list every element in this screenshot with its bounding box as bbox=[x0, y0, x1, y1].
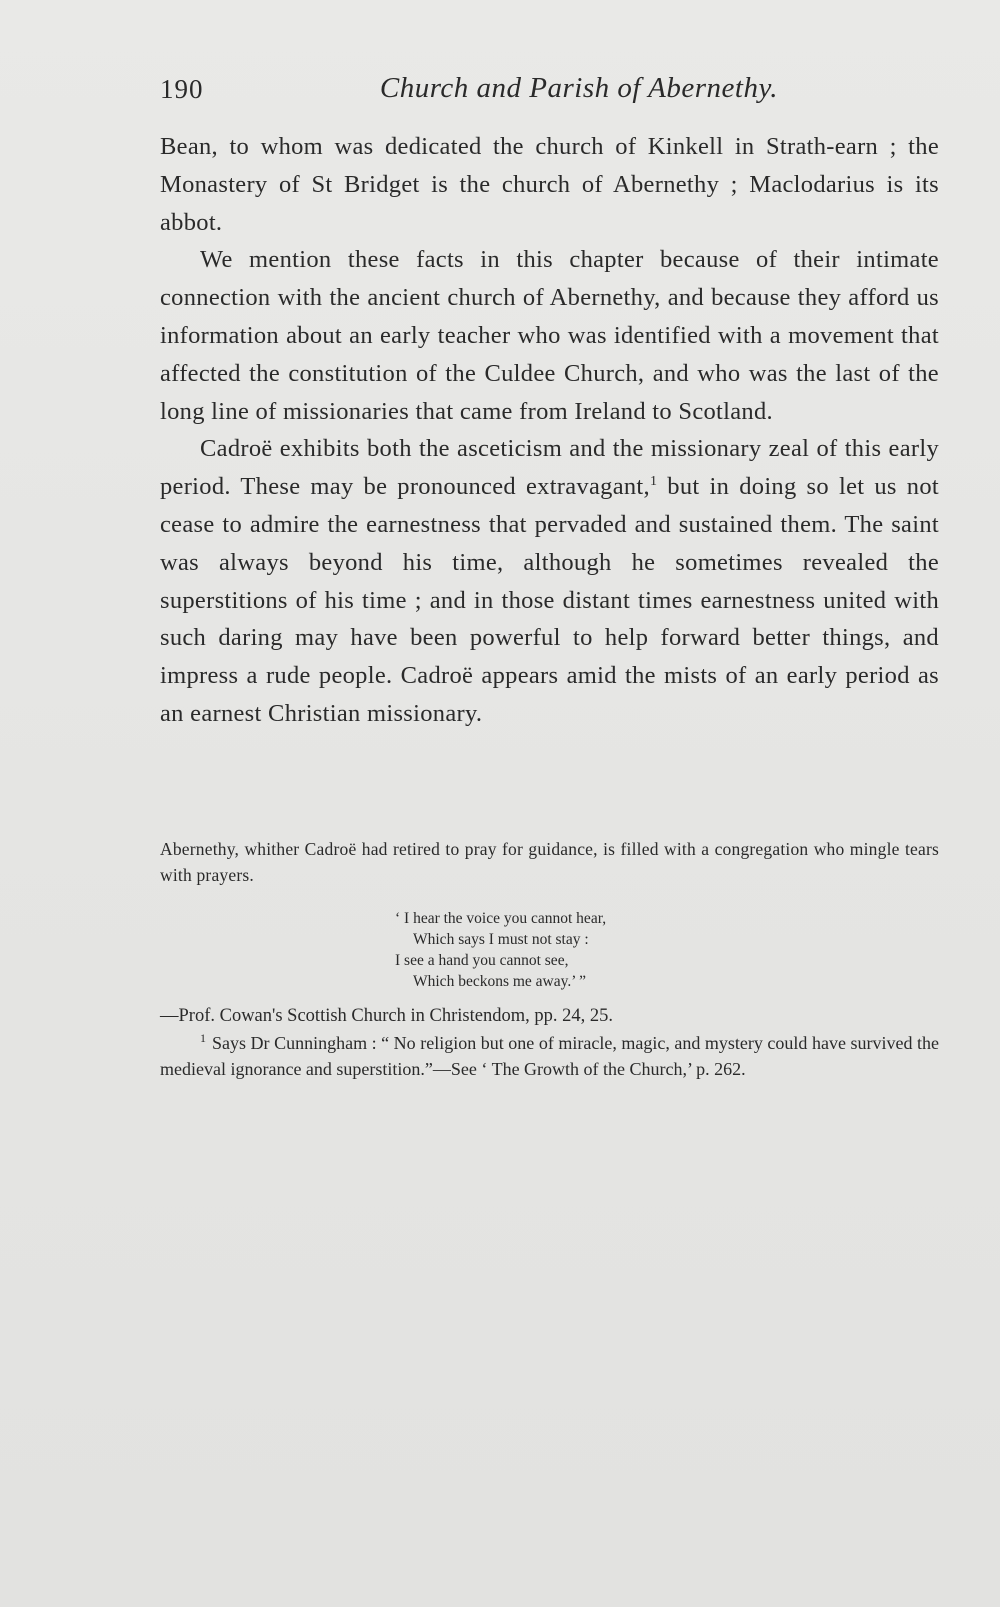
paragraph-3-start: Cadroë exhibits both the asceticism and the missionary zeal of this early period. These may be pronounced extravagant, bbox=[160, 435, 939, 501]
verse-line: Which beckons me away.’ ” bbox=[413, 973, 587, 990]
paragraph-3 bbox=[160, 430, 939, 732]
verse-line: Which says I must not stay : bbox=[413, 931, 589, 948]
main-text bbox=[160, 128, 939, 733]
footnotes bbox=[160, 836, 939, 1082]
footnote-marker: 1 bbox=[200, 1031, 206, 1045]
verse-line: I see a hand you cannot see, bbox=[395, 952, 569, 969]
paragraph-1: Bean, to whom was dedicated the church of Kinkell in Strath-earn ; the Monastery of St Bridget is the church of Abernethy ; Maclodarius is its abbot. bbox=[160, 133, 939, 236]
quoted-verse bbox=[160, 908, 939, 992]
footnote-continued-text: Abernethy, whither Cadroë had retired to pray for guidance, is filled with a congregation who mingle tears with prayers. bbox=[160, 839, 939, 885]
running-title: Church and Parish of Abernethy. bbox=[379, 72, 778, 104]
running-head bbox=[160, 70, 778, 110]
footnote-reference: 1 bbox=[649, 474, 658, 490]
page-number: 190 bbox=[160, 74, 204, 104]
paragraph-3-end: but in doing so let us not cease to admire the earnestness that pervaded and sustained them. The saint was always beyond his time, although he sometimes revealed the superstitions of his time ; and in those distant times earnestness united with such daring may have been powerful to help forward better things, and impress a rude people. Cadroë appears amid the mists of an early period as an earnest Christian missionary. bbox=[160, 473, 940, 727]
paragraph-2: We mention these facts in this chapter because of their intimate connection with the ancient church of Abernethy, and because they afford us information about an early teacher who was identified with a movement that affected the constitution of the Culdee Church, and who was the last of the long line of missionaries that came from Ireland to Scotland. bbox=[160, 246, 939, 425]
footnote-1-text: Says Dr Cunningham : “ No religion but one of miracle, magic, and mystery could have survived the medieval ignorance and superstition.”—See ‘ The Growth of the Church,’ p. 262. bbox=[160, 1033, 939, 1079]
footnote-citation: —Prof. Cowan's Scottish Church in Christendom, pp. 24, 25. bbox=[160, 1006, 613, 1026]
footnote-1 bbox=[160, 1030, 939, 1082]
verse-line: ‘ I hear the voice you cannot hear, bbox=[395, 910, 607, 927]
